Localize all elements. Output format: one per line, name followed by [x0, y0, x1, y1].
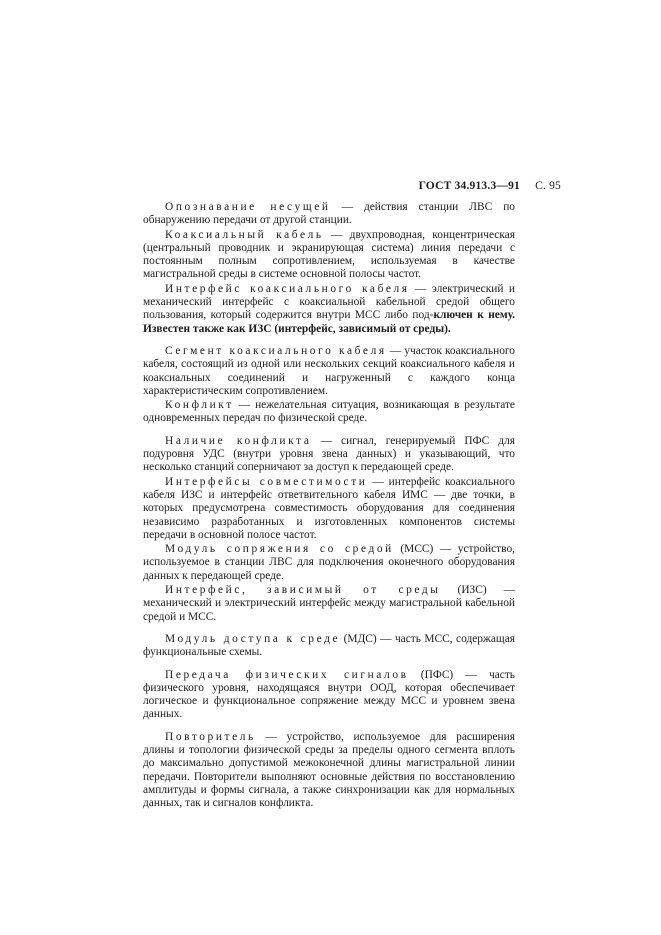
definition-text: (ИЗС) — механический и электрический интерфейс между магистральной кабельной средой и МСС. [143, 584, 516, 623]
definition-collision [143, 399, 515, 426]
definition-text: — участок коаксиального кабеля, состоящий из одной или нескольких секций коаксиального кабеля и коаксиальных соединений и нагруженный с каждого конца характеристическим сопротивлением. [143, 344, 515, 397]
definition-physical-signaling [143, 669, 515, 722]
definition-compatibility-interfaces [143, 476, 515, 542]
glossary-body [143, 201, 515, 811]
definition-text: — действия станции ЛВС по обнаружению передачи от другой станции. [143, 201, 515, 227]
definition-text: (МДС) — часть МСС, содержащая функциональные схемы. [143, 632, 515, 659]
definition-text: — электрический и механический интерфейс с коаксиальной кабельной средой общего пользования, который содержится внутри МСС либо под- [143, 282, 515, 322]
page-header [419, 180, 561, 192]
term: Сегмент коаксиального кабеля [165, 344, 387, 357]
definition-medium-dependent-interface [143, 584, 515, 624]
term: Интерфейс, зависимый от среды [165, 584, 441, 597]
definition-text: — интерфейс коаксиального кабеля ИЗС и интерфейс ответвительного кабеля ИМС — две точки, в которых предусмотрена совместимость оборудования для соединения независимо разработанных и изготовленных компонентов системы передачи в основной полосе частот. [143, 475, 515, 541]
definition-collision-presence [143, 435, 515, 475]
term: Передача физических сигналов [165, 668, 409, 681]
term: Интерфейсы совместимости [165, 475, 368, 488]
definition-medium-access-unit [143, 633, 515, 660]
definition-repeater [143, 731, 515, 811]
term: Коаксиальный кабель [165, 228, 324, 241]
definition-text: (МСС) — устройство, используемое в станции ЛВС для подключения оконечного оборудования данных к передающей среде. [143, 543, 515, 582]
definition-medium-attachment-unit [143, 543, 515, 583]
term: Опознавание несущей [165, 201, 331, 213]
page-number: С. 95 [535, 180, 561, 192]
definition-text: — сигнал, генерируемый ПФС для подуровня УДС (внутри уровня звена данных) и указывающий, что несколько станций соперничают за доступ к передающей среде. [143, 434, 515, 474]
term: Модуль сопряжения со средой [165, 543, 394, 556]
definition-coaxial-cable [143, 229, 515, 282]
term: Повторитель [165, 730, 256, 743]
term: Наличие конфликта [165, 434, 312, 447]
definition-text: (ПФС) — часть физического уровня, находящаяся внутри ООД, которая обеспечивает логическое и функциональное сопряжение между МСС и уровнем звена данных. [143, 668, 515, 721]
definition-text-bold: ключен к нему. Известен также как ИЗС (интерфейс, зависимый от среды). [143, 309, 515, 335]
definition-coaxial-cable-segment [143, 345, 515, 398]
term: Интерфейс коаксиального кабеля [165, 282, 410, 295]
definition-text: — двухпроводная, концентрическая (центральный проводник и экранирующая система) линия передачи с постоянным полным сопротивлением, используемая в качестве магистральной среды в системе основной полосы частот. [143, 228, 515, 281]
definition-carrier-sense [143, 201, 515, 228]
term: Модуль доступа к среде [165, 632, 341, 645]
definition-text: — нежелательная ситуация, возникающая в результате одновременных передач по физической среде. [143, 399, 515, 425]
term: Конфликт [165, 399, 234, 412]
definition-coaxial-cable-interface [143, 283, 515, 336]
standard-number: ГОСТ 34.913.3—91 [418, 180, 520, 192]
definition-text: — устройство, используемое для расширения длины и топологии физической среды за пределы одного сегмента вплоть до максимально допустимой межоконечной длины магистральной линии передачи. Повторители выполняют основные действия по восстановлению амплитуды и формы сигнала, а также синхронизации как для нормальных данных, так и сигналов конфликта. [143, 730, 515, 810]
